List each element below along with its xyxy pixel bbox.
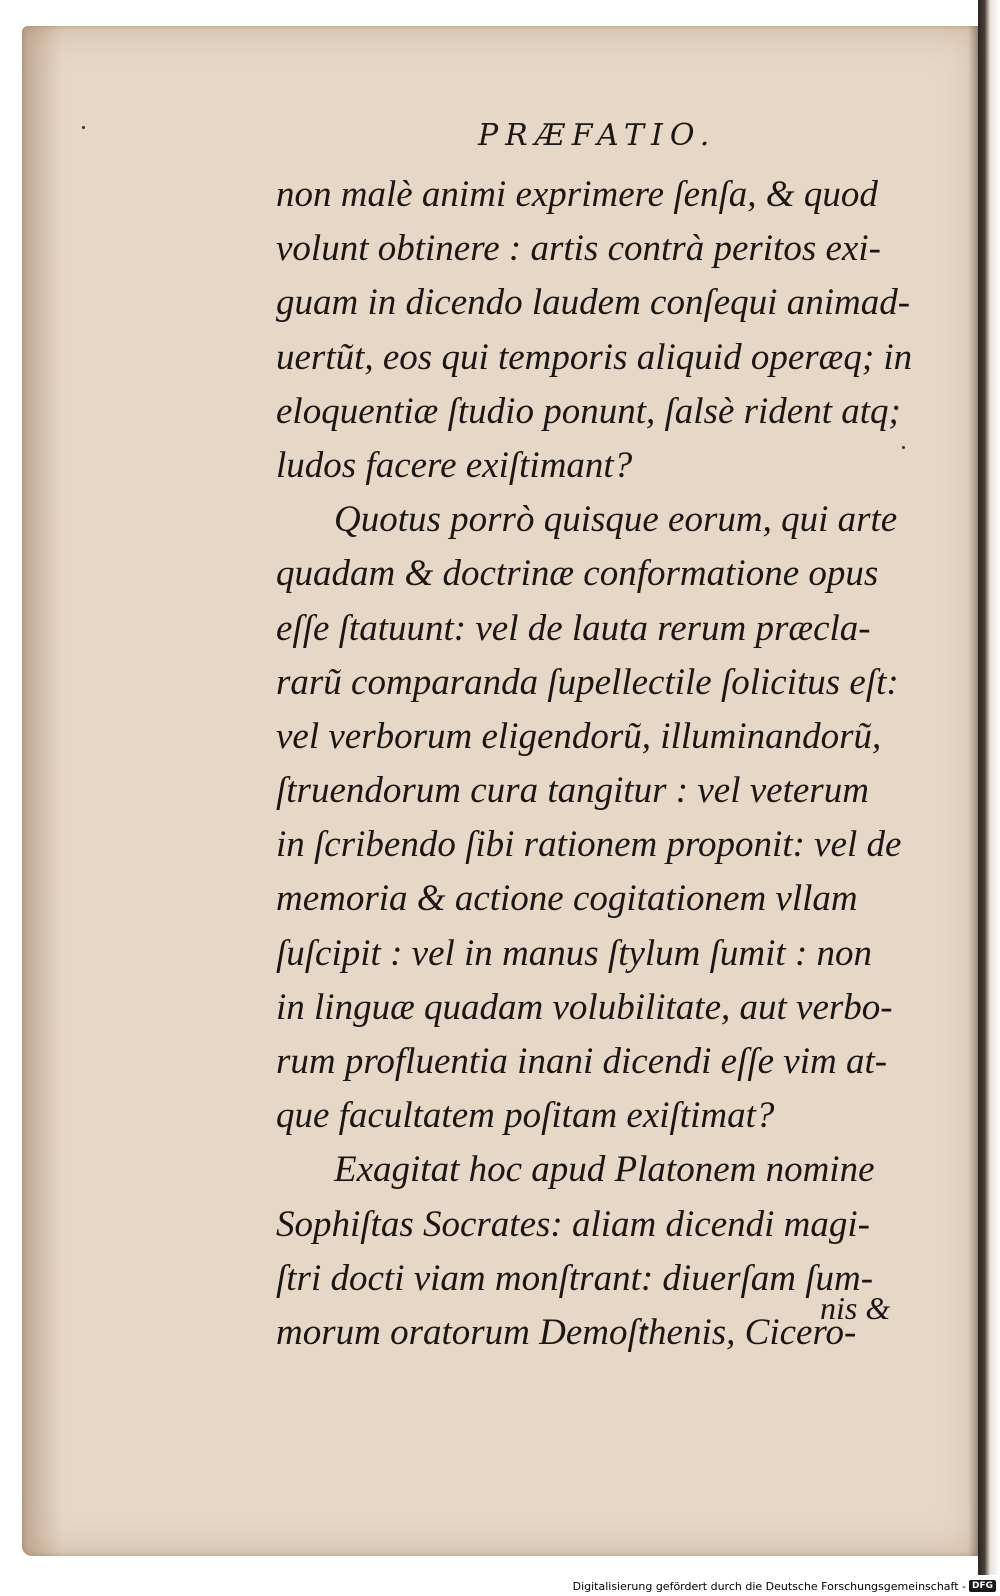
dfg-logo-icon: DFG bbox=[969, 1580, 996, 1592]
page-edge-shadow bbox=[978, 0, 1000, 1575]
paragraph-start-line: Exagitat hoc apud Platonem nomine bbox=[334, 1149, 875, 1191]
text-line: ludos facere exiſtimant? bbox=[276, 444, 633, 486]
text-line: Sophiſtas Socrates: aliam dicendi magi- bbox=[276, 1203, 870, 1245]
text-line: que facultatem poſitam exiſtimat? bbox=[276, 1095, 775, 1137]
catchword: nis & bbox=[820, 1290, 891, 1326]
text-line: eſſe ſtatuunt: vel de lauta rerum præcla- bbox=[276, 607, 871, 649]
text-line: ſtruendorum cura tangitur : vel veterum bbox=[276, 770, 869, 812]
text-line: vel verborum eligendorũ, illuminandorũ, bbox=[276, 715, 882, 757]
text-line: guam in dicendo laudem conſequi animad- bbox=[276, 282, 911, 324]
text-line: ſuſcipit : vel in manus ſtylum ſumit : non bbox=[276, 932, 873, 974]
text-line: memoria & actione cogitationem vllam bbox=[276, 878, 858, 920]
paragraph-start-line: Quotus porrò quisque eorum, qui arte bbox=[334, 499, 898, 541]
text-line: in ſcribendo ſibi rationem proponit: vel de bbox=[276, 824, 902, 866]
digitization-footer bbox=[573, 1578, 996, 1594]
text-line: rum profluentia inani dicendi eſſe vim at- bbox=[276, 1041, 888, 1082]
text-line: ſtri docti viam monſtrant: diuerſam ſum- bbox=[276, 1257, 874, 1299]
text-line: non malè animi exprimere ſenſa, & quod bbox=[276, 174, 878, 215]
text-line: eloquentiæ ſtudio ponunt, ſalsè rident atq; bbox=[276, 390, 901, 432]
body-text bbox=[276, 168, 956, 1360]
running-title: PRÆFATIO. bbox=[478, 118, 717, 153]
text-line: uertũt, eos qui temporis aliquid operæq; in bbox=[276, 336, 913, 378]
footer-credit: Digitalisierung gefördert durch die Deutsche Forschungsgemeinschaft - bbox=[572, 1579, 966, 1593]
ink-speck bbox=[82, 126, 85, 129]
text-line: morum oratorum Demoſthenis, Cicero- bbox=[276, 1311, 857, 1353]
text-line: in linguæ quadam volubilitate, aut verbo- bbox=[276, 986, 893, 1028]
text-line: quadam & doctrinæ conformatione opus bbox=[276, 553, 879, 595]
text-line: volunt obtinere : artis contrà peritos exi- bbox=[276, 228, 881, 270]
text-line: rarũ comparanda ſupellectile ſolicitus eſt: bbox=[276, 661, 899, 703]
